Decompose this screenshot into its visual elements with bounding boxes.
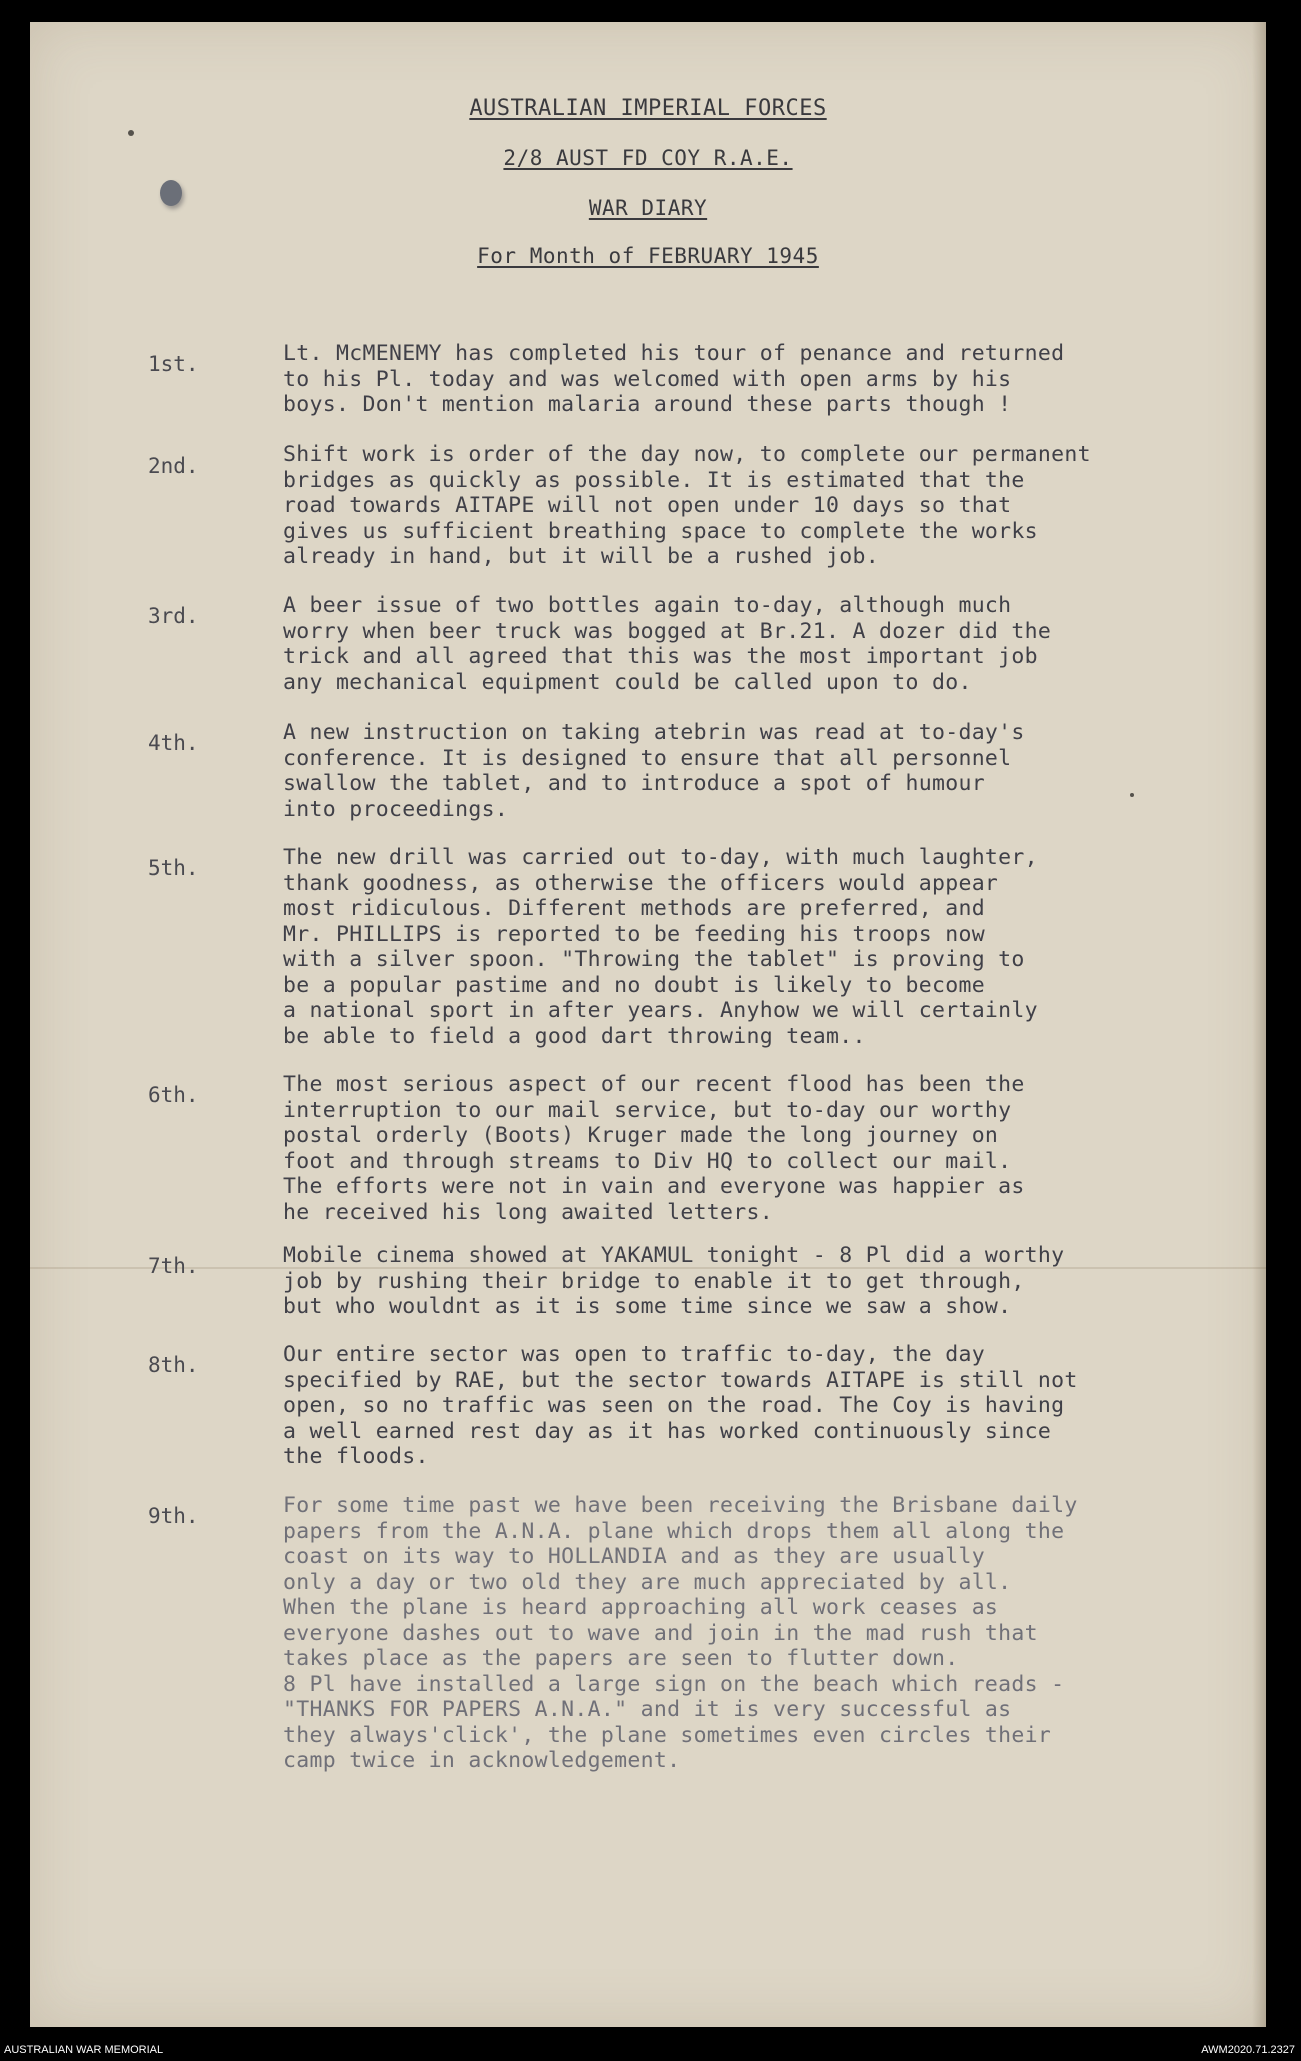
entry-day: 1st. (148, 352, 199, 376)
header-title: AUSTRALIAN IMPERIAL FORCES (469, 96, 827, 121)
entry-text: A beer issue of two bottles again to-day, although much worry when beer truck was bogged at Br.21. A dozer did the trick and all agreed that this was the most important job any mechanical equipment could be called upon to do. (283, 593, 1052, 695)
entry-text: Shift work is order of the day now, to complete our permanent bridges as quickly as possible. It is estimated that the road towards AITAPE will not open under 10 days so that gives us sufficient breathing space to complete the works already in hand, but it will be a rushed job. (283, 442, 1091, 569)
archive-reference: AWM2020.71.2327 (1201, 2044, 1295, 2056)
entry-day: 5th. (148, 856, 199, 880)
entry-day: 8th. (148, 1353, 199, 1377)
entry-day: 6th. (148, 1083, 199, 1107)
entry-text: A new instruction on taking atebrin was read at to-day's conference. It is designed to ensure that all personnel swallow the tablet, and to introduce a spot of humour into proceedings. (283, 720, 1025, 822)
entry-text: The most serious aspect of our recent flood has been the interruption to our mail service, but to-day our worthy postal orderly (Boots) Kruger made the long journey on foot and through streams to Div HQ to collect our mail. The efforts were not in vain and everyone was happier as he received his long awaited letters. (283, 1072, 1025, 1225)
paper-edge-shadow (1252, 22, 1266, 2027)
entry-day: 9th. (148, 1504, 199, 1528)
ink-speck (128, 130, 134, 136)
entry-text: For some time past we have been receiving the Brisbane daily papers from the A.N.A. plane which drops them all along the coast on its way to HOLLANDIA and as they are usually only a day or two old they are much appreciated by all. When the plane is heard approaching all work ceases as everyone dashes out to wave and join in the mad rush that takes place as the papers are seen to flutter down. 8 Pl have installed a large sign on the beach which reads - "THANKS FOR PAPERS A.N.A." and it is very successful as they always'click', the plane sometimes even circles their camp twice in acknowledgement. (283, 1493, 1078, 1773)
header-month: For Month of FEBRUARY 1945 (477, 244, 819, 268)
archive-credit: AUSTRALIAN WAR MEMORIAL (4, 2044, 164, 2056)
entry-text: Lt. McMENEMY has completed his tour of penance and returned to his Pl. today and was welcomed with open arms by his boys. Don't mention malaria around these parts though ! (283, 341, 1065, 417)
entry-text: Our entire sector was open to traffic to-day, the day specified by RAE, but the sector towards AITAPE is still not open, so no traffic was seen on the road. The Coy is having a well earned rest day as it has worked continuously since the floods. (283, 1342, 1078, 1469)
entry-day: 4th. (148, 731, 199, 755)
header-unit: 2/8 AUST FD COY R.A.E. (503, 146, 793, 170)
entry-day: 3rd. (148, 604, 199, 628)
entry-day: 7th. (148, 1254, 199, 1278)
entry-text: The new drill was carried out to-day, with much laughter, thank goodness, as otherwise the officers would appear most ridiculous. Different methods are preferred, and Mr. PHILLIPS is reported to be feeding his troops now with a silver spoon. "Throwing the tablet" is proving to be a popular pastime and no doubt is likely to become a national sport in after years. Anyhow we will certainly be able to field a good dart throwing team.. (283, 845, 1038, 1049)
entry-day: 2nd. (148, 454, 199, 478)
entry-text: Mobile cinema showed at YAKAMUL tonight - 8 Pl did a worthy job by rushing their bridge to enable it to get through, but who wouldnt as it is some time since we saw a show. (283, 1243, 1065, 1319)
header-war-diary: WAR DIARY (588, 196, 708, 220)
